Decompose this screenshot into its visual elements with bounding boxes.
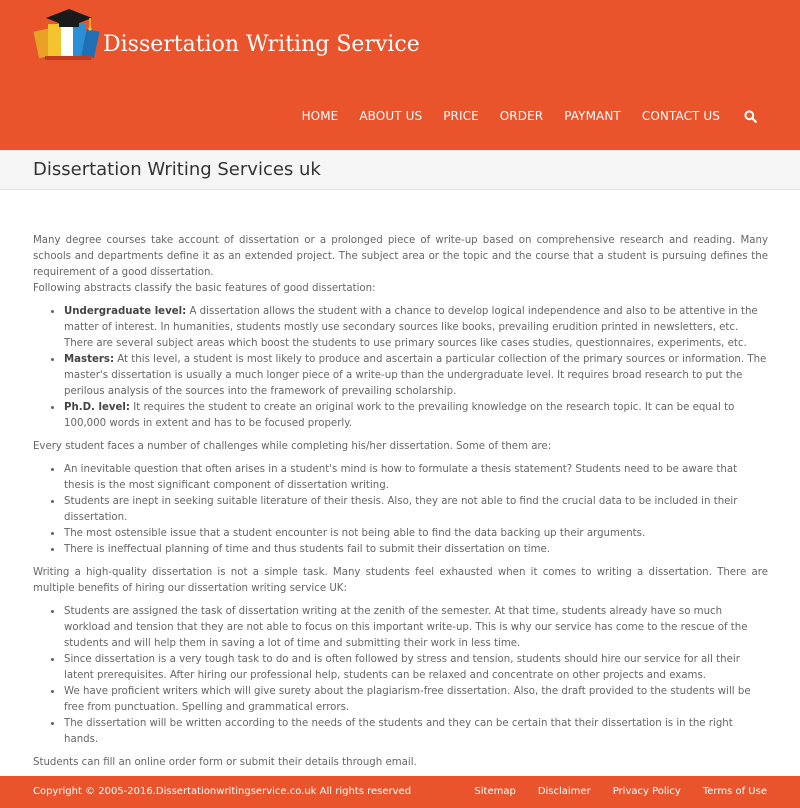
list-item-text: A dissertation allows the student with a chance to develop logical independence and also to be attentive in the matter of interest. In humanities, students mostly use secondary sources like books, prevailing erudition printed in newsletters, etc. There are several subject areas which boost the students to use primary sources like cases studies, questionnaires, experiments, etc. (64, 306, 758, 349)
list-item-label: Masters: (64, 354, 115, 365)
footer-links (474, 786, 767, 797)
footer-link-disclaimer[interactable]: Disclaimer (537, 786, 591, 797)
site-name: Dissertation Writing Service (103, 31, 420, 57)
benefits-list (33, 604, 768, 748)
page-title: Dissertation Writing Services uk (33, 159, 321, 180)
list-item: • The dissertation will be written according to the needs of the students and they can be certain that their dissertation is in the right hands. (63, 716, 768, 748)
list-item: • We have proficient writers which will give surety about the plagiarism-free dissertation. Also, the draft provided to the students will be free from punctuation. Spelling and grammatical errors. (63, 684, 768, 716)
nav-item-order[interactable]: ORDER (499, 109, 544, 123)
challenges-list (33, 462, 768, 558)
list-item (63, 400, 768, 432)
copyright-text: Copyright © 2005-2016.Dissertationwritingservice.co.uk All rights reserved (33, 786, 412, 797)
list-item: • An inevitable question that often arises in a student's mind is how to formulate a thesis statement? Students need to be aware that thesis is the most significant component of dissertation writing. (63, 462, 768, 494)
list-item: • Students are assigned the task of dissertation writing at the zenith of the semester. At that time, students already have so much workload and tension that they are not able to focus on this important write-up. This is why our service has come to the rescue of the students and will help them in saving a lot of time and submitting their work in less time. (63, 604, 768, 652)
benefits-intro: Writing a high-quality dissertation is not a simple task. Many students feel exhausted when it comes to writing a dissertation. There are multiple benefits of hiring our dissertation writing service UK: (33, 567, 768, 594)
site-footer (0, 776, 800, 808)
features-list (33, 304, 768, 432)
challenges-intro: Every student faces a number of challenges while completing his/her dissertation. Some of them are: (33, 441, 552, 452)
main-nav (302, 107, 800, 125)
footer-link-terms-of-use[interactable]: Terms of Use (702, 786, 767, 797)
list-item: • Since dissertation is a very tough task to do and is often followed by stress and tension, students should hire our service for all their latent prerequisites. After hiring our professional help, students can be relaxed and concentrate on other projects and exams. (63, 652, 768, 684)
nav-item-paymant[interactable]: PAYMANT (564, 109, 621, 123)
nav-item-contact-us[interactable]: CONTACT US (641, 109, 720, 123)
list-item-text: At this level, a student is most likely to produce and ascertain a particular collection of the primary sources or information. The master's dissertation is usually a much longer piece of a write-up than the undergraduate level. It requires broad research to put the perilous analysis of the sources into the framework of prevailing scholarship. (64, 354, 767, 397)
list-item-text: It requires the student to create an original work to the prevailing knowledge on the research topic. It can be equal to 100,000 words in extent and has to be focused properly. (64, 402, 735, 429)
page-title-bar (0, 150, 800, 190)
nav-item-price[interactable]: PRICE (443, 109, 479, 123)
site-logo[interactable] (33, 6, 420, 64)
list-item: • Students are inept in seeking suitable literature of their thesis. Also, they are not able to find the crucial data to be included in their dissertation. (63, 494, 768, 526)
site-header (0, 0, 800, 150)
list-item: • The most ostensible issue that a student encounter is not being able to find the data backing up their arguments. (63, 526, 768, 542)
closing-paragraph: Students can fill an online order form or submit their details through email. (33, 757, 417, 768)
search-icon[interactable] (744, 109, 758, 123)
footer-link-privacy-policy[interactable]: Privacy Policy (612, 786, 681, 797)
list-item (63, 304, 768, 352)
list-item: • There is ineffectual planning of time and thus students fail to submit their dissertation on time. (63, 542, 768, 558)
list-item-label: Ph.D. level: (64, 402, 130, 413)
list-item (63, 352, 768, 400)
article-content (33, 233, 768, 771)
intro-paragraph: Many degree courses take account of dissertation or a prolonged piece of write-up based on comprehensive research and reading. Many schools and departments define it as an extended project. The subject area or the topic and the course that a student is pursuing defines the requirement of a good dissertation. (33, 235, 768, 278)
nav-item-about-us[interactable]: ABOUT US (359, 109, 423, 123)
footer-link-sitemap[interactable]: Sitemap (474, 786, 516, 797)
list-item-label: Undergraduate level: (64, 306, 187, 317)
nav-item-home[interactable]: HOME (301, 109, 339, 123)
graduation-cap-books-icon (33, 6, 101, 64)
intro-paragraph-2: Following abstracts classify the basic features of good dissertation: (33, 283, 376, 294)
